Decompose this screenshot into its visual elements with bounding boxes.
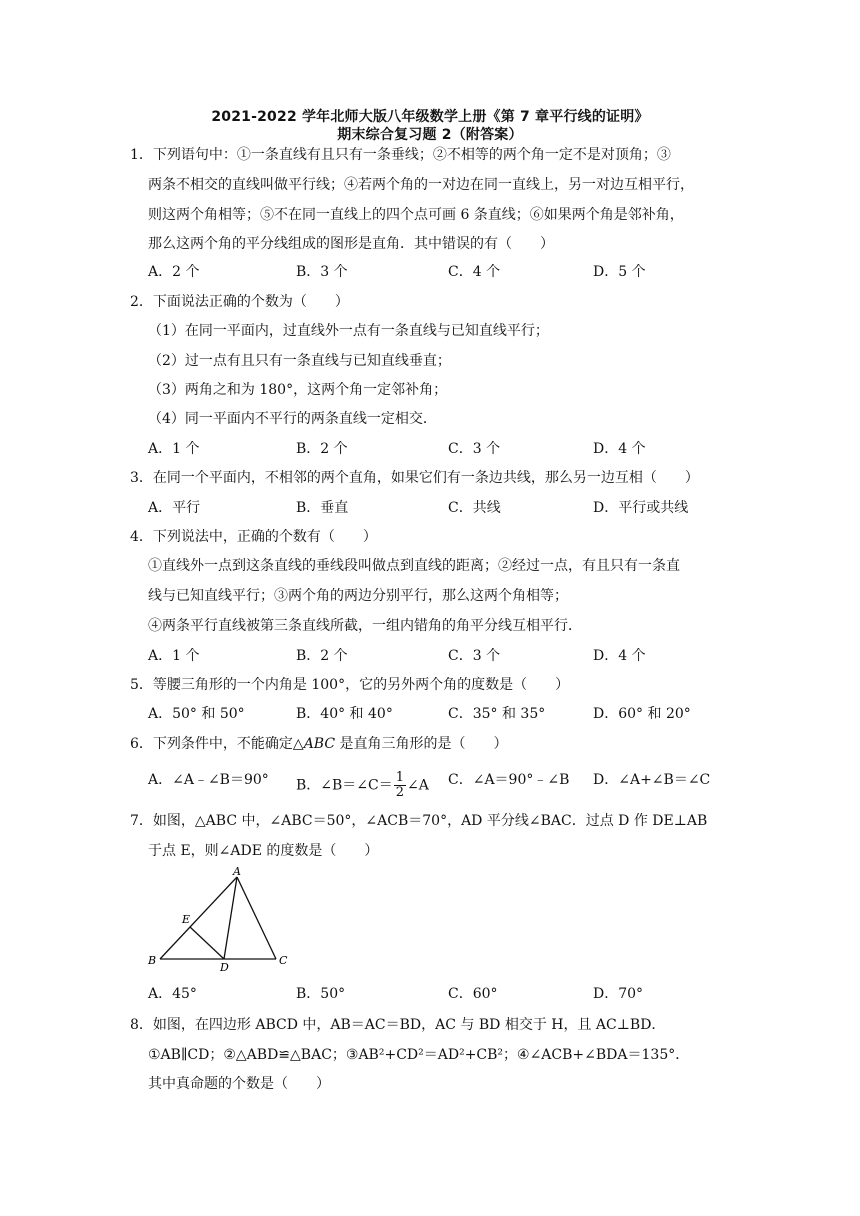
segment-de: [190, 927, 224, 959]
fraction-numerator: 1: [395, 770, 405, 785]
q7-line-2: 于点 E，则∠ADE 的度数是（ ）: [148, 843, 379, 859]
label-a: A: [233, 865, 241, 878]
triangle-figure: [140, 860, 300, 972]
q1-option-d: D．5 个: [593, 264, 646, 280]
q5-option-b: B．40° 和 40°: [296, 706, 393, 722]
q3-option-d: D．平行或共线: [593, 500, 689, 516]
q6-option-b-after: ∠A: [407, 777, 429, 794]
q2-line-4: （3）两角之和为 180°，这两个角一定邻补角；: [148, 382, 448, 398]
q2-line-5: （4）同一平面内不平行的两条直线一定相交．: [148, 411, 437, 427]
document-title-line-1: 2021-2022 学年北师大版八年级数学上册《第 7 章平行线的证明》: [211, 109, 649, 125]
label-d: D: [220, 961, 229, 972]
q3-option-b: B．垂直: [296, 500, 349, 516]
q1-line-2: 两条不相交的直线叫做平行线；④若两个角的一对边在同一直线上，另一对边互相平行，: [148, 177, 694, 193]
q4-option-a: A．1 个: [148, 648, 200, 664]
fraction-denominator: 2: [395, 785, 405, 800]
q6-option-b: [296, 771, 429, 800]
q7-option-a: A．45°: [148, 986, 197, 1002]
q4-line-3: 线与已知直线平行；③两个角的两边分别平行，那么这两个角相等；: [148, 588, 568, 604]
q1-line-4: 那么这两个角的平分线组成的图形是直角．其中错误的有（ ）: [148, 236, 554, 252]
segment-ac: [237, 877, 276, 959]
q6-line-abc: ABC: [303, 736, 336, 752]
q4-line-2: ①直线外一点到这条直线的垂线段叫做点到直线的距离；②经过一点，有且只有一条直: [148, 558, 680, 574]
q5-option-c: C．35° 和 35°: [448, 706, 546, 722]
q6-option-d: D．∠A+∠B＝∠C: [593, 772, 711, 788]
q6-option-c: C．∠A＝90°﹣∠B: [448, 772, 570, 788]
document-title-line-2: 期末综合复习题 2（附答案）: [337, 127, 523, 143]
q4-line-4: ④两条平行直线被第三条直线所截，一组内错角的角平分线互相平行．: [148, 618, 582, 634]
q5-line-1: 5．等腰三角形的一个内角是 100°，它的另外两个角的度数是（ ）: [130, 677, 570, 693]
q4-option-b: B．2 个: [296, 648, 348, 664]
q5-option-d: D．60° 和 20°: [593, 706, 691, 722]
q5-option-a: A．50° 和 50°: [148, 706, 245, 722]
q2-line-1: 2．下面说法正确的个数为（ ）: [130, 294, 349, 310]
q4-option-d: D．4 个: [593, 648, 646, 664]
q6-line-suffix: 是直角三角形的是（ ）: [335, 736, 508, 752]
q4-line-1: 4．下列说法中，正确的个数有（ ）: [130, 529, 377, 545]
q2-option-a: A．1 个: [148, 441, 200, 457]
q1-line-1: 1．下列语句中：①一条直线有且只有一条垂线；②不相等的两个角一定不是对顶角；③: [130, 147, 671, 163]
q7-line-1: 7．如图，△ABC 中，∠ABC＝50°，∠ACB＝70°，AD 平分线∠BAC．过点 D 作 DE⊥AB: [130, 813, 708, 829]
q4-option-c: C．3 个: [448, 648, 501, 664]
q2-line-3: （2）过一点有且只有一条直线与已知直线垂直；: [148, 353, 451, 369]
q1-option-b: B．3 个: [296, 264, 348, 280]
label-e: E: [182, 913, 191, 926]
q8-line-3: 其中真命题的个数是（ ）: [148, 1076, 330, 1092]
q2-option-b: B．2 个: [296, 441, 348, 457]
q8-line-2: ①AB∥CD；②△ABD≌△BAC；③AB²+CD²＝AD²+CB²；④∠ACB+∠BDA＝135°．: [148, 1047, 690, 1063]
q6-option-b-text: B．∠B＝∠C＝: [296, 777, 393, 794]
q3-option-a: A．平行: [148, 500, 201, 516]
q1-line-3: 则这两个角相等；⑤不在同一直线上的四个点可画 6 条直线；⑥如果两个角是邻补角，: [148, 207, 684, 223]
q2-option-c: C．3 个: [448, 441, 501, 457]
fraction-half: [394, 771, 406, 800]
q1-option-c: C．4 个: [448, 264, 501, 280]
q3-option-c: C．共线: [448, 500, 501, 516]
q7-option-c: C．60°: [448, 986, 498, 1002]
q6-line-prefix: 6．下列条件中，不能确定△: [130, 736, 304, 752]
q6-line-1: [130, 735, 508, 753]
q2-option-d: D．4 个: [593, 441, 646, 457]
q2-line-2: （1）在同一平面内，过直线外一点有一条直线与已知直线平行；: [148, 323, 549, 339]
label-c: C: [279, 954, 288, 967]
q1-option-a: A．2 个: [148, 264, 200, 280]
q7-option-b: B．50°: [296, 986, 346, 1002]
q8-line-1: 8．如图，在四边形 ABCD 中，AB＝AC＝BD，AC 与 BD 相交于 H，且 AC⊥BD．: [130, 1017, 666, 1033]
q6-option-a: A．∠A﹣∠B＝90°: [148, 772, 269, 788]
q7-option-d: D．70°: [593, 986, 644, 1002]
label-b: B: [148, 954, 157, 967]
q3-line-1: 3．在同一个平面内，不相邻的两个直角，如果它们有一条边共线，那么另一边互相（ ）: [130, 470, 699, 486]
